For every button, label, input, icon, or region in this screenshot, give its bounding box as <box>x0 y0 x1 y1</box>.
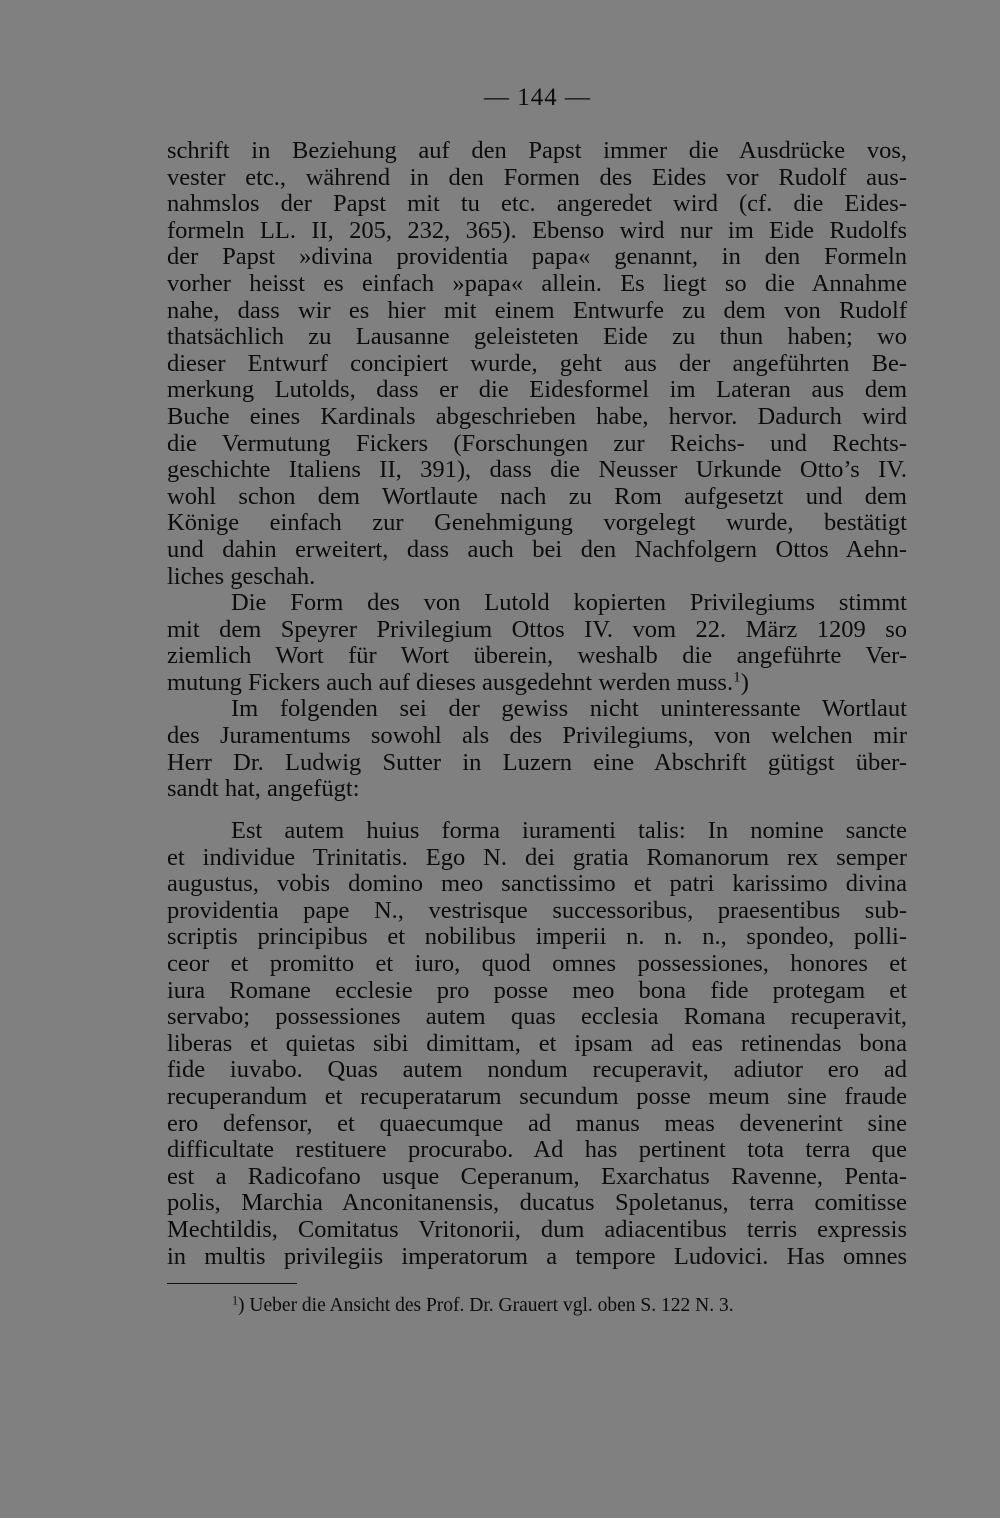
text-line: liberas et quietas sibi dimittam, et ipsam ad eas retinendas bona <box>167 1029 907 1057</box>
text-line: und dahin erweitert, dass auch bei den Nachfolgern Ottos Aehn- <box>167 535 907 563</box>
text-line: die Vermutung Fickers (Forschungen zur Reichs- und Rechts- <box>167 429 907 457</box>
text-line: des Juramentums sowohl als des Privilegiums, von welchen mir <box>167 722 907 750</box>
text-line: dieser Entwurf concipiert wurde, geht aus der angeführten Be- <box>167 349 907 377</box>
footnote-reference-number: 1 <box>733 668 741 686</box>
text-line: polis, Marchia Anconitanensis, ducatus Spoletanus, terra comitisse <box>167 1189 907 1217</box>
footnote-marker-number: 1 <box>232 1293 239 1308</box>
text-line: augustus, vobis domino meo sanctissimo et patri karissimo divina <box>167 870 907 898</box>
text-line: ero defensor, et quaecumque ad manus meas devenerint sine <box>167 1109 907 1137</box>
text-line: est a Radicofano usque Ceperanum, Exarchatus Ravenne, Penta- <box>167 1162 907 1190</box>
text-line: vester etc., während in den Formen des Eides vor Rudolf aus- <box>167 163 907 191</box>
footnote-reference-paren: ) <box>740 668 749 696</box>
footnote-marker-paren: ) <box>238 1295 245 1316</box>
text-line: Herr Dr. Ludwig Sutter in Luzern eine Abschrift gütigst über- <box>167 748 907 776</box>
body-text-block <box>167 138 907 803</box>
page-number: — 144 — <box>484 84 591 111</box>
latin-oath-text-block <box>167 818 907 1270</box>
text-line: Buche eines Kardinals abgeschrieben habe, hervor. Dadurch wird <box>167 402 907 430</box>
text-line: nahmslos der Papst mit tu etc. angeredet wird (cf. die Eides- <box>167 190 907 218</box>
text-line: providentia pape N., vestrisque successoribus, praesentibus sub- <box>167 896 907 924</box>
text-line: thatsächlich zu Lausanne geleisteten Eide zu thun haben; wo <box>167 323 907 351</box>
footnote-reference <box>733 669 741 686</box>
text-line: merkung Lutolds, dass er die Eidesformel im Lateran aus dem <box>167 376 907 404</box>
text-line: geschichte Italiens II, 391), dass die Neusser Urkunde Otto’s IV. <box>167 456 907 484</box>
text-line: wohl schon dem Wortlaute nach zu Rom aufgesetzt und dem <box>167 482 907 510</box>
text-line: der Papst »divina providentia papa« genannt, in den Formeln <box>167 243 907 271</box>
text-line: sandt hat, angefügt: <box>167 775 360 803</box>
text-line: Könige einfach zur Genehmigung vorgelegt wurde, bestätigt <box>167 509 907 537</box>
text-line: in multis privilegiis imperatorum a tempore Ludovici. Has omnes <box>167 1242 907 1270</box>
text-line: iura Romane ecclesie pro posse meo bona fide protegam et <box>167 976 907 1004</box>
text-line: liches geschah. <box>167 562 316 590</box>
text-line: difficultate restituere procurabo. Ad has pertinent tota terra que <box>167 1136 907 1164</box>
text-line: ziemlich Wort für Wort überein, weshalb die angeführte Ver- <box>167 642 907 670</box>
text-line: servabo; possessiones autem quas ecclesia Romana recuperavit, <box>167 1003 907 1031</box>
text-line: recuperandum et recuperatarum secundum posse meum sine fraude <box>167 1082 907 1110</box>
footnote-divider <box>167 1283 297 1284</box>
text-line: Mechtildis, Comitatus Vritonorii, dum adiacentibus terris expressis <box>167 1215 907 1243</box>
text-line: fide iuvabo. Quas autem nondum recuperavit, adiutor ero ad <box>167 1056 907 1084</box>
text-line: formeln LL. II, 205, 232, 365). Ebenso wird nur im Eide Rudolfs <box>167 216 907 244</box>
text-line: mit dem Speyrer Privilegium Ottos IV. vom 22. März 1209 so <box>167 615 907 643</box>
text-line: scriptis principibus et nobilibus imperii n. n. n., spondeo, polli- <box>167 923 907 951</box>
footnote <box>232 1294 734 1318</box>
text-line: ceor et promitto et iuro, quod omnes possessiones, honores et <box>167 949 907 977</box>
footnote-text: Ueber die Ansicht des Prof. Dr. Grauert vgl. oben S. 122 N. 3. <box>249 1295 734 1316</box>
text-line: Die Form des von Lutold kopierten Privilegiums stimmt <box>231 589 907 617</box>
text-line: et individue Trinitatis. Ego N. dei gratia Romanorum rex semper <box>167 843 907 871</box>
text-line: schrift in Beziehung auf den Papst immer die Ausdrücke vos, <box>167 137 907 164</box>
text-line: nahe, dass wir es hier mit einem Entwurfe zu dem von Rudolf <box>167 296 907 324</box>
text-line-content: mutung Fickers auch auf dieses ausgedehnt werden muss. <box>167 668 734 696</box>
text-line-with-footnote <box>167 670 907 697</box>
text-line: Im folgenden sei der gewiss nicht uninteressante Wortlaut <box>231 695 907 723</box>
text-line: Est autem huius forma iuramenti talis: In nomine sancte <box>231 817 907 844</box>
text-line: vorher heisst es einfach »papa« allein. Es liegt so die Annahme <box>167 269 907 297</box>
